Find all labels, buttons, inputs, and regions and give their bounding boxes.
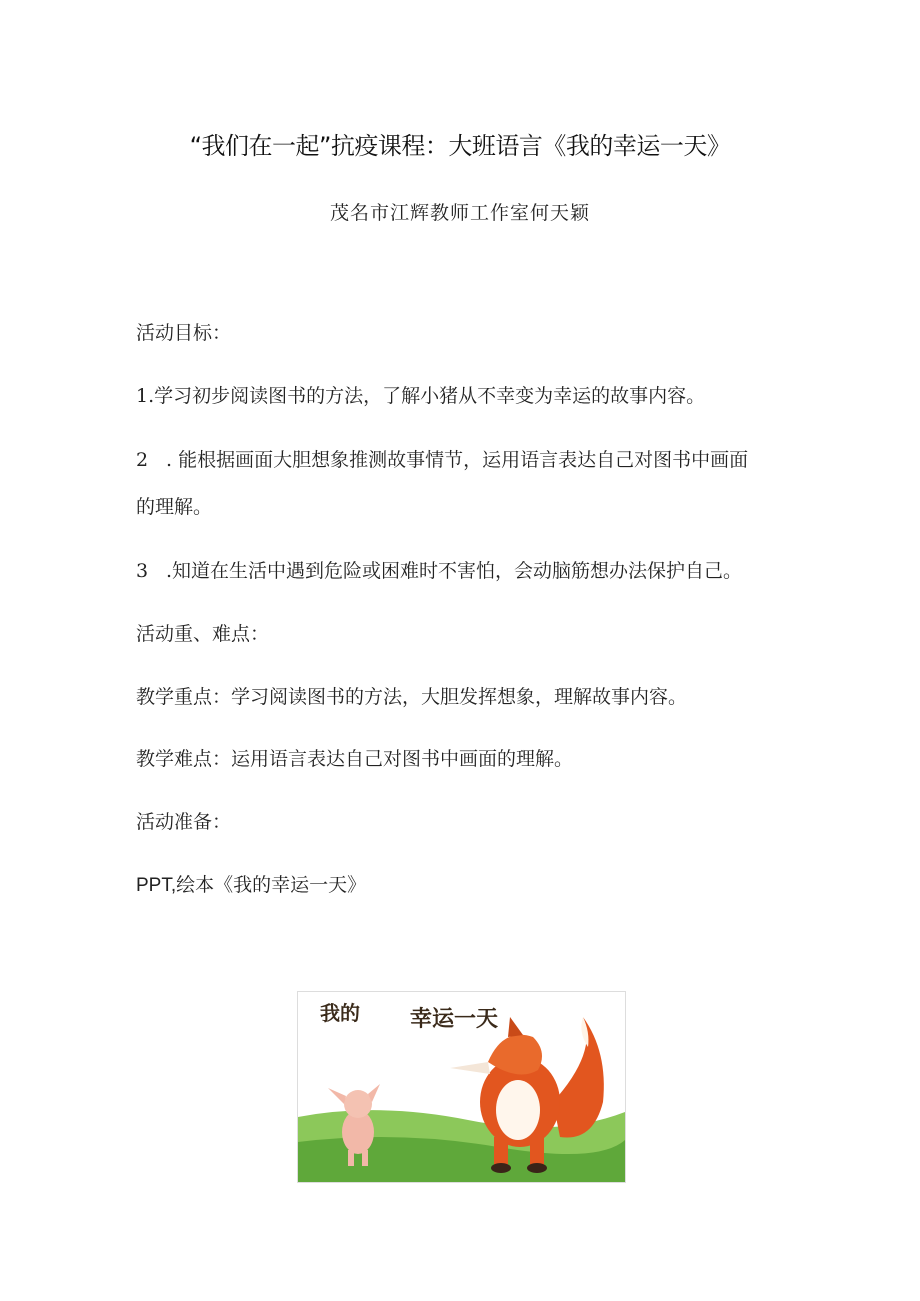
prep-ppt: PPT, bbox=[136, 875, 177, 896]
book-cover-image bbox=[297, 991, 626, 1183]
prep-heading: 活动准备： bbox=[136, 811, 232, 833]
objective-2 bbox=[136, 446, 748, 474]
objective-number: 1. bbox=[136, 385, 155, 407]
objective-text: 学习初步阅读图书的方法，了解小猪从不幸变为幸运的故事内容。 bbox=[154, 385, 706, 407]
prep-book: 绘本《我的幸运一天》 bbox=[176, 874, 367, 896]
key-point: 教学重点：学习阅读图书的方法，大胆发挥想象，理解故事内容。 bbox=[136, 686, 688, 708]
objectives-heading: 活动目标： bbox=[136, 322, 232, 344]
objective-2-continued: 的理解。 bbox=[136, 496, 213, 518]
difficult-point: 教学难点：运用语言表达自己对图书中画面的理解。 bbox=[136, 748, 574, 770]
objective-number: 3 bbox=[136, 560, 149, 582]
objective-text: . 能根据画面大胆想象推测故事情节，运用语言表达自己对图书中画面 bbox=[166, 449, 749, 471]
keypoints-heading: 活动重、难点： bbox=[136, 623, 270, 645]
cover-title-right: 幸运一天 bbox=[410, 1007, 499, 1032]
author-line: 茂名市江辉教师工作室何天颖 bbox=[329, 202, 590, 224]
objective-number: 2 bbox=[136, 449, 149, 471]
prep-materials bbox=[136, 871, 366, 900]
objective-1 bbox=[136, 382, 705, 410]
book-cover-illustration bbox=[298, 992, 625, 1182]
objective-text: .知道在生活中遇到危险或困难时不害怕，会动脑筋想办法保护自己。 bbox=[166, 560, 743, 582]
objective-3 bbox=[136, 557, 742, 585]
document-title: “我们在一起”抗疫课程：大班语言《我的幸运一天》 bbox=[189, 132, 731, 160]
cover-title-left: 我的 bbox=[320, 1001, 360, 1025]
